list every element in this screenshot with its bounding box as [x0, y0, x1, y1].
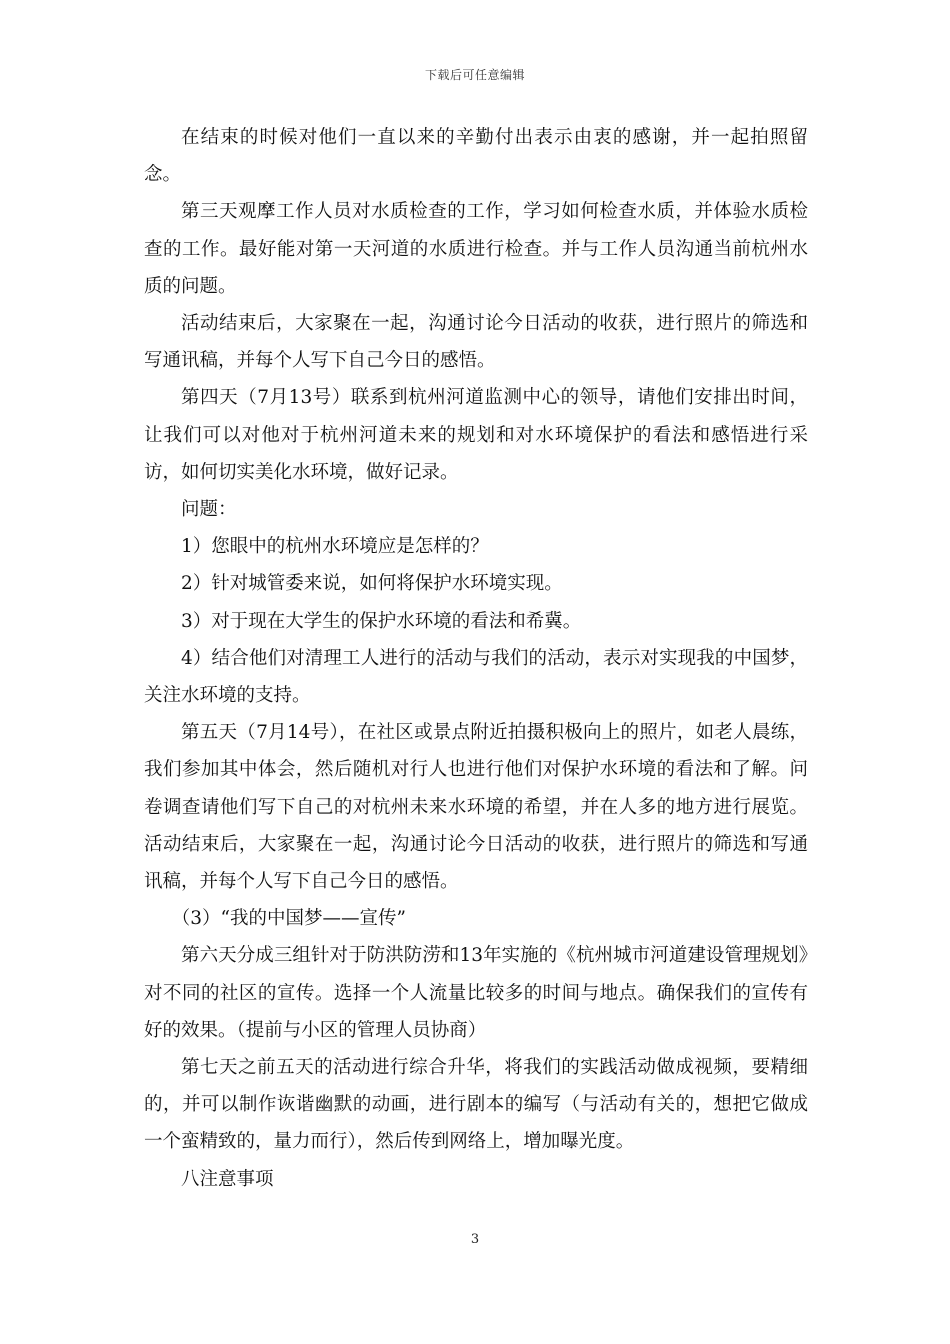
paragraph-questions-heading: 问题：	[181, 499, 237, 521]
paragraph-day-three-summary: 活动结束后，大家聚在一起，沟通讨论今日活动的收获，进行照片的筛选和写通讯稿，并每个人写下自己今日的感悟。	[144, 313, 808, 372]
page-number: 3	[470, 1232, 480, 1247]
paragraph-day-six: 第六天分成三组针对于防洪防涝和13年实施的《杭州城市河道建设管理规划》对不同的社区的宣传。选择一个人流量比较多的时间与地点。确保我们的宣传有好的效果。（提前与小区的管理人员协商）	[144, 945, 808, 1041]
paragraph-question-3: 3）对于现在大学生的保护水环境的看法和希冀。	[181, 610, 582, 632]
section-heading-notes: 八注意事项	[181, 1168, 274, 1190]
paragraph-question-4: 4）结合他们对清理工人进行的活动与我们的活动，表示对实现我的中国梦，关注水环境的支持。	[144, 647, 808, 707]
page-header: 下载后可任意编辑	[424, 68, 525, 82]
paragraph-question-2: 2）针对城管委来说，如何将保护水环境实现。	[181, 573, 563, 595]
paragraph-thanks: 在结束的时候对他们一直以来的辛勤付出表示由衷的感谢，并一起拍照留念。	[144, 127, 808, 186]
paragraph-day-three: 第三天观摩工作人员对水质检查的工作，学习如何检查水质，并体验水质检查的工作。最好能对第一天河道的水质进行检查。并与工作人员沟通当前杭州水质的问题。	[144, 201, 808, 297]
paragraph-question-1: 1）您眼中的杭州水环境应是怎样的？	[181, 536, 489, 558]
paragraph-day-five: 第五天（7月14号），在社区或景点附近拍摄积极向上的照片，如老人晨练，我们参加其中体会，然后随机对行人也进行他们对保护水环境的看法和了解。问卷调查请他们写下自己的对杭州未来水环境的希望，并在人多的地方进行展览。活动结束后，大家聚在一起，沟通讨论今日活动的收获，进行照片的筛选和写通讯稿，并每个人写下自己今日的感悟。	[144, 722, 808, 893]
paragraph-day-four: 第四天（7月13号）联系到杭州河道监测中心的领导，请他们安排出时间，让我们可以对他对于杭州河道未来的规划和对水环境保护的看法和感悟进行采访，如何切实美化水环境，做好记录。	[144, 387, 808, 483]
paragraph-day-seven: 第七天之前五天的活动进行综合升华，将我们的实践活动做成视频，要精细的，并可以制作诙谐幽默的动画，进行剧本的编写（与活动有关的，想把它做成一个蛮精致的，量力而行），然后传到网络上，增加曝光度。	[144, 1057, 808, 1153]
section-heading-propaganda: （3）“我的中国梦——宣传”	[171, 908, 406, 930]
document-body	[144, 119, 808, 1198]
